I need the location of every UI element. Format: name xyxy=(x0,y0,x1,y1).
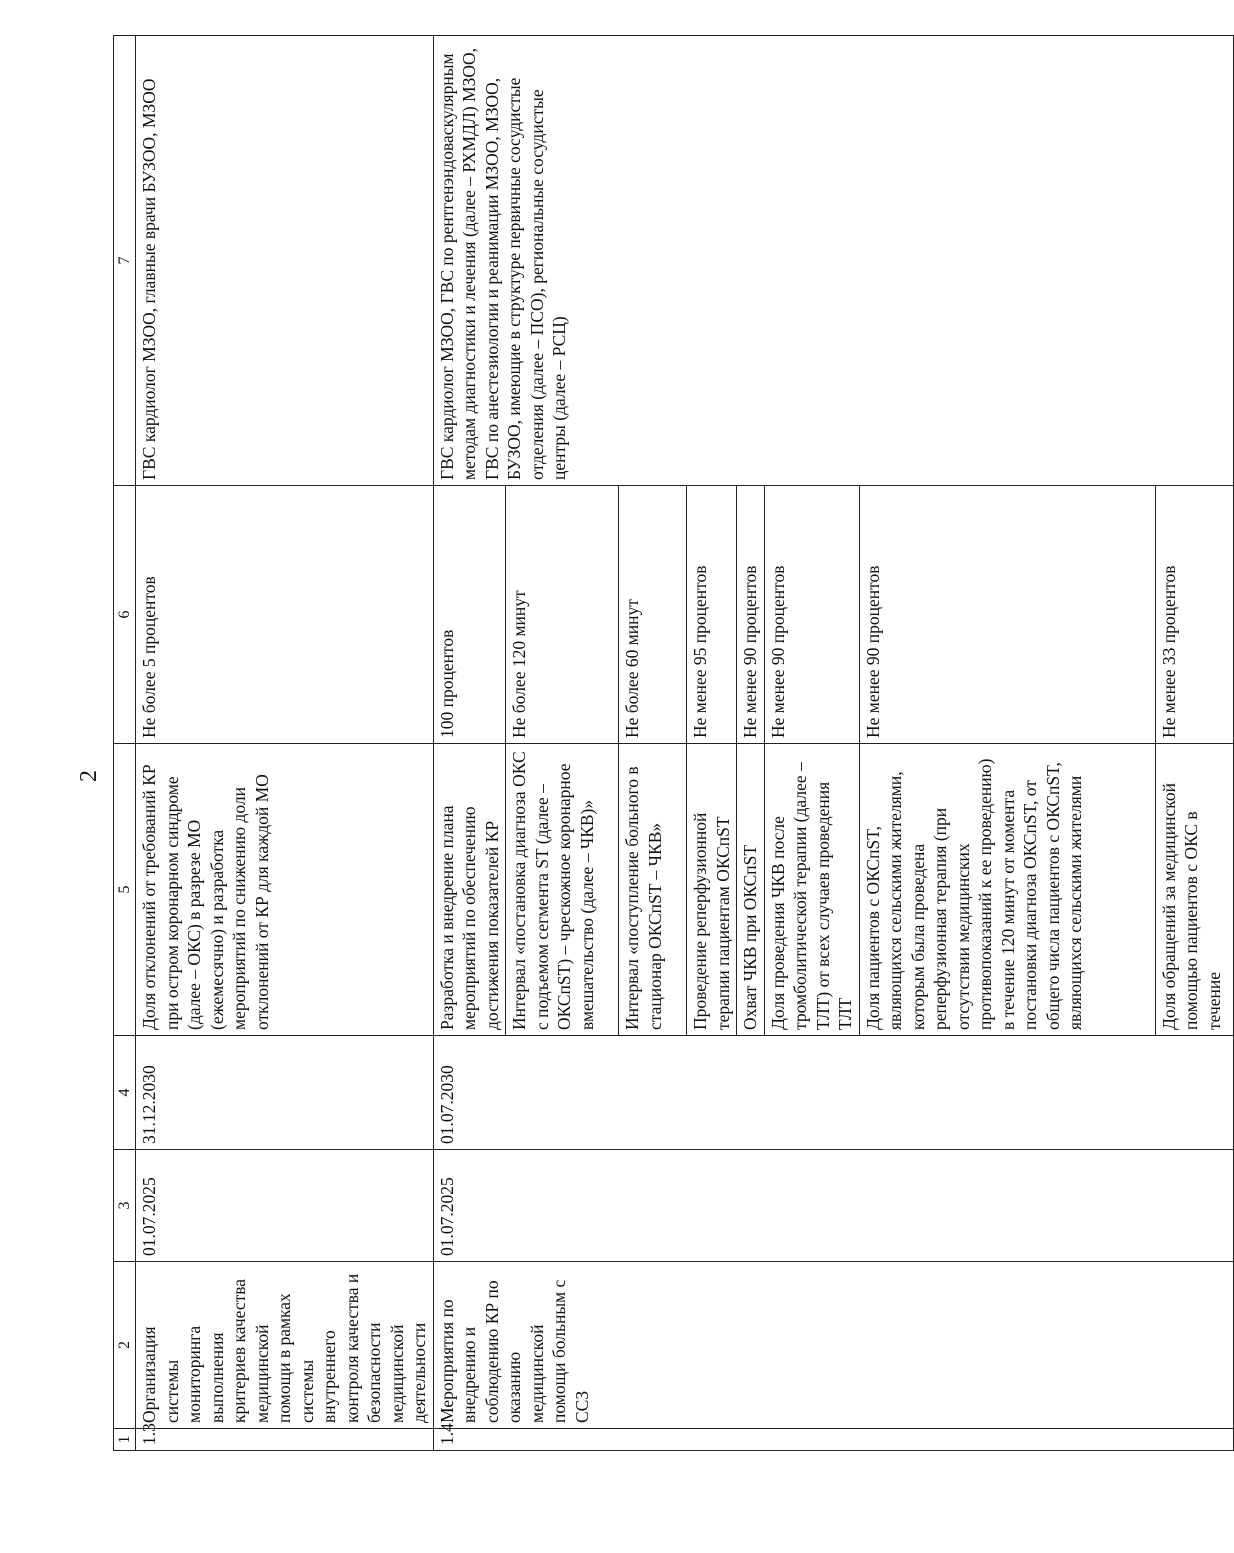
responsible-cell: ГВС кардиолог МЗОО, ГВС по рентгенэндоваскулярным методам диагностики и лечения (далее – РХМДЛ) МЗОО, ГВС по анестезиологии и реанимации МЗОО, МЗОО, БУЗОО, имеющие в структуре первичные сосудистые отделения (далее – ПСО), региональные сосудистые центры (далее – РСЦ) xyxy=(433,36,1233,486)
header-cell: 5 xyxy=(114,744,136,1036)
header-cell: 6 xyxy=(114,486,136,744)
measure-cell: Мероприятия по внедрению и соблюдению КР по оказанию медицинской помощи больным с ССЗ xyxy=(433,1262,1233,1429)
start-date-cell: 01.07.2025 xyxy=(433,1150,1233,1262)
target-value-cell: Не более 5 процентов xyxy=(136,486,434,744)
row-number: 1.4 xyxy=(433,1429,1233,1451)
target-value-cell: Не менее 95 процентов xyxy=(687,486,737,744)
end-date-cell: 31.12.2030 xyxy=(136,1036,434,1150)
target-value-cell: Не менее 90 процентов xyxy=(737,486,765,744)
indicator-cell: Проведение реперфузионной терапии пациентам ОКСпST xyxy=(687,744,737,1036)
target-value-cell: Не менее 90 процентов xyxy=(859,486,1155,744)
measure-cell: Организация системы мониторинга выполнения критериев качества медицинской помощи в рамках системы внутреннего контроля качества и безопасности медицинской деятельности xyxy=(136,1262,434,1429)
target-value-cell: Не менее 90 процентов xyxy=(764,486,859,744)
row-number: 1.3 xyxy=(136,1429,434,1451)
indicator-cell: Доля отклонений от требований КР при остром коронарном синдроме (далее – ОКС) в разрезе МО (ежемесячно) и разработка мероприятий по снижению доли отклонений от КР для каждой МО xyxy=(136,744,434,1036)
responsible-cell: ГВС кардиолог МЗОО, главные врачи БУЗОО, МЗОО xyxy=(136,36,434,486)
indicator-cell: Интервал «поступление больного в стационар ОКСпST – ЧКВ» xyxy=(619,744,687,1036)
target-value-cell: Не более 60 минут xyxy=(619,486,687,744)
header-cell: 7 xyxy=(114,36,136,486)
target-value-cell: Не менее 33 процентов xyxy=(1155,486,1233,744)
indicator-cell: Доля пациентов с ОКСпST, являющихся сельскими жителями, которым была проведена реперфузионная терапия (при отсутствии медицинских противопоказаний к ее проведению) в течение 120 минут от момента постановки диагноза ОКСпST, от общего числа пациентов с ОКСпST, являющихся сельскими жителями xyxy=(859,744,1155,1036)
header-cell: 2 xyxy=(114,1262,136,1429)
indicator-cell: Разработка и внедрение плана мероприятий по обеспечению достижения показателей КР xyxy=(433,744,506,1036)
indicator-cell: Интервал «постановка диагноза ОКС с подъемом сегмента ST (далее – ОКСпST) – чрескожное коронарное вмешательство (далее – ЧКВ)» xyxy=(506,744,619,1036)
header-row xyxy=(114,36,136,1451)
end-date-cell: 01.07.2030 xyxy=(433,1036,1233,1150)
table-row xyxy=(433,36,506,1451)
table-row xyxy=(136,36,434,1451)
indicator-cell: Доля обращений за медицинской помощью пациентов с ОКС в течение xyxy=(1155,744,1233,1036)
header-cell: 1 xyxy=(114,1429,136,1451)
rotated-table-sheet xyxy=(113,36,1224,1451)
target-value-cell: Не более 120 минут xyxy=(506,486,619,744)
header-cell: 4 xyxy=(114,1036,136,1150)
target-value-cell: 100 процентов xyxy=(433,486,506,744)
page-number: 2 xyxy=(76,770,102,782)
indicator-cell: Охват ЧКВ при ОКСпST xyxy=(737,744,765,1036)
plan-table xyxy=(113,35,1234,1451)
header-cell: 3 xyxy=(114,1150,136,1262)
start-date-cell: 01.07.2025 xyxy=(136,1150,434,1262)
indicator-cell: Доля проведения ЧКВ после тромболитической терапии (далее – ТЛТ) от всех случаев проведения ТЛТ xyxy=(764,744,859,1036)
